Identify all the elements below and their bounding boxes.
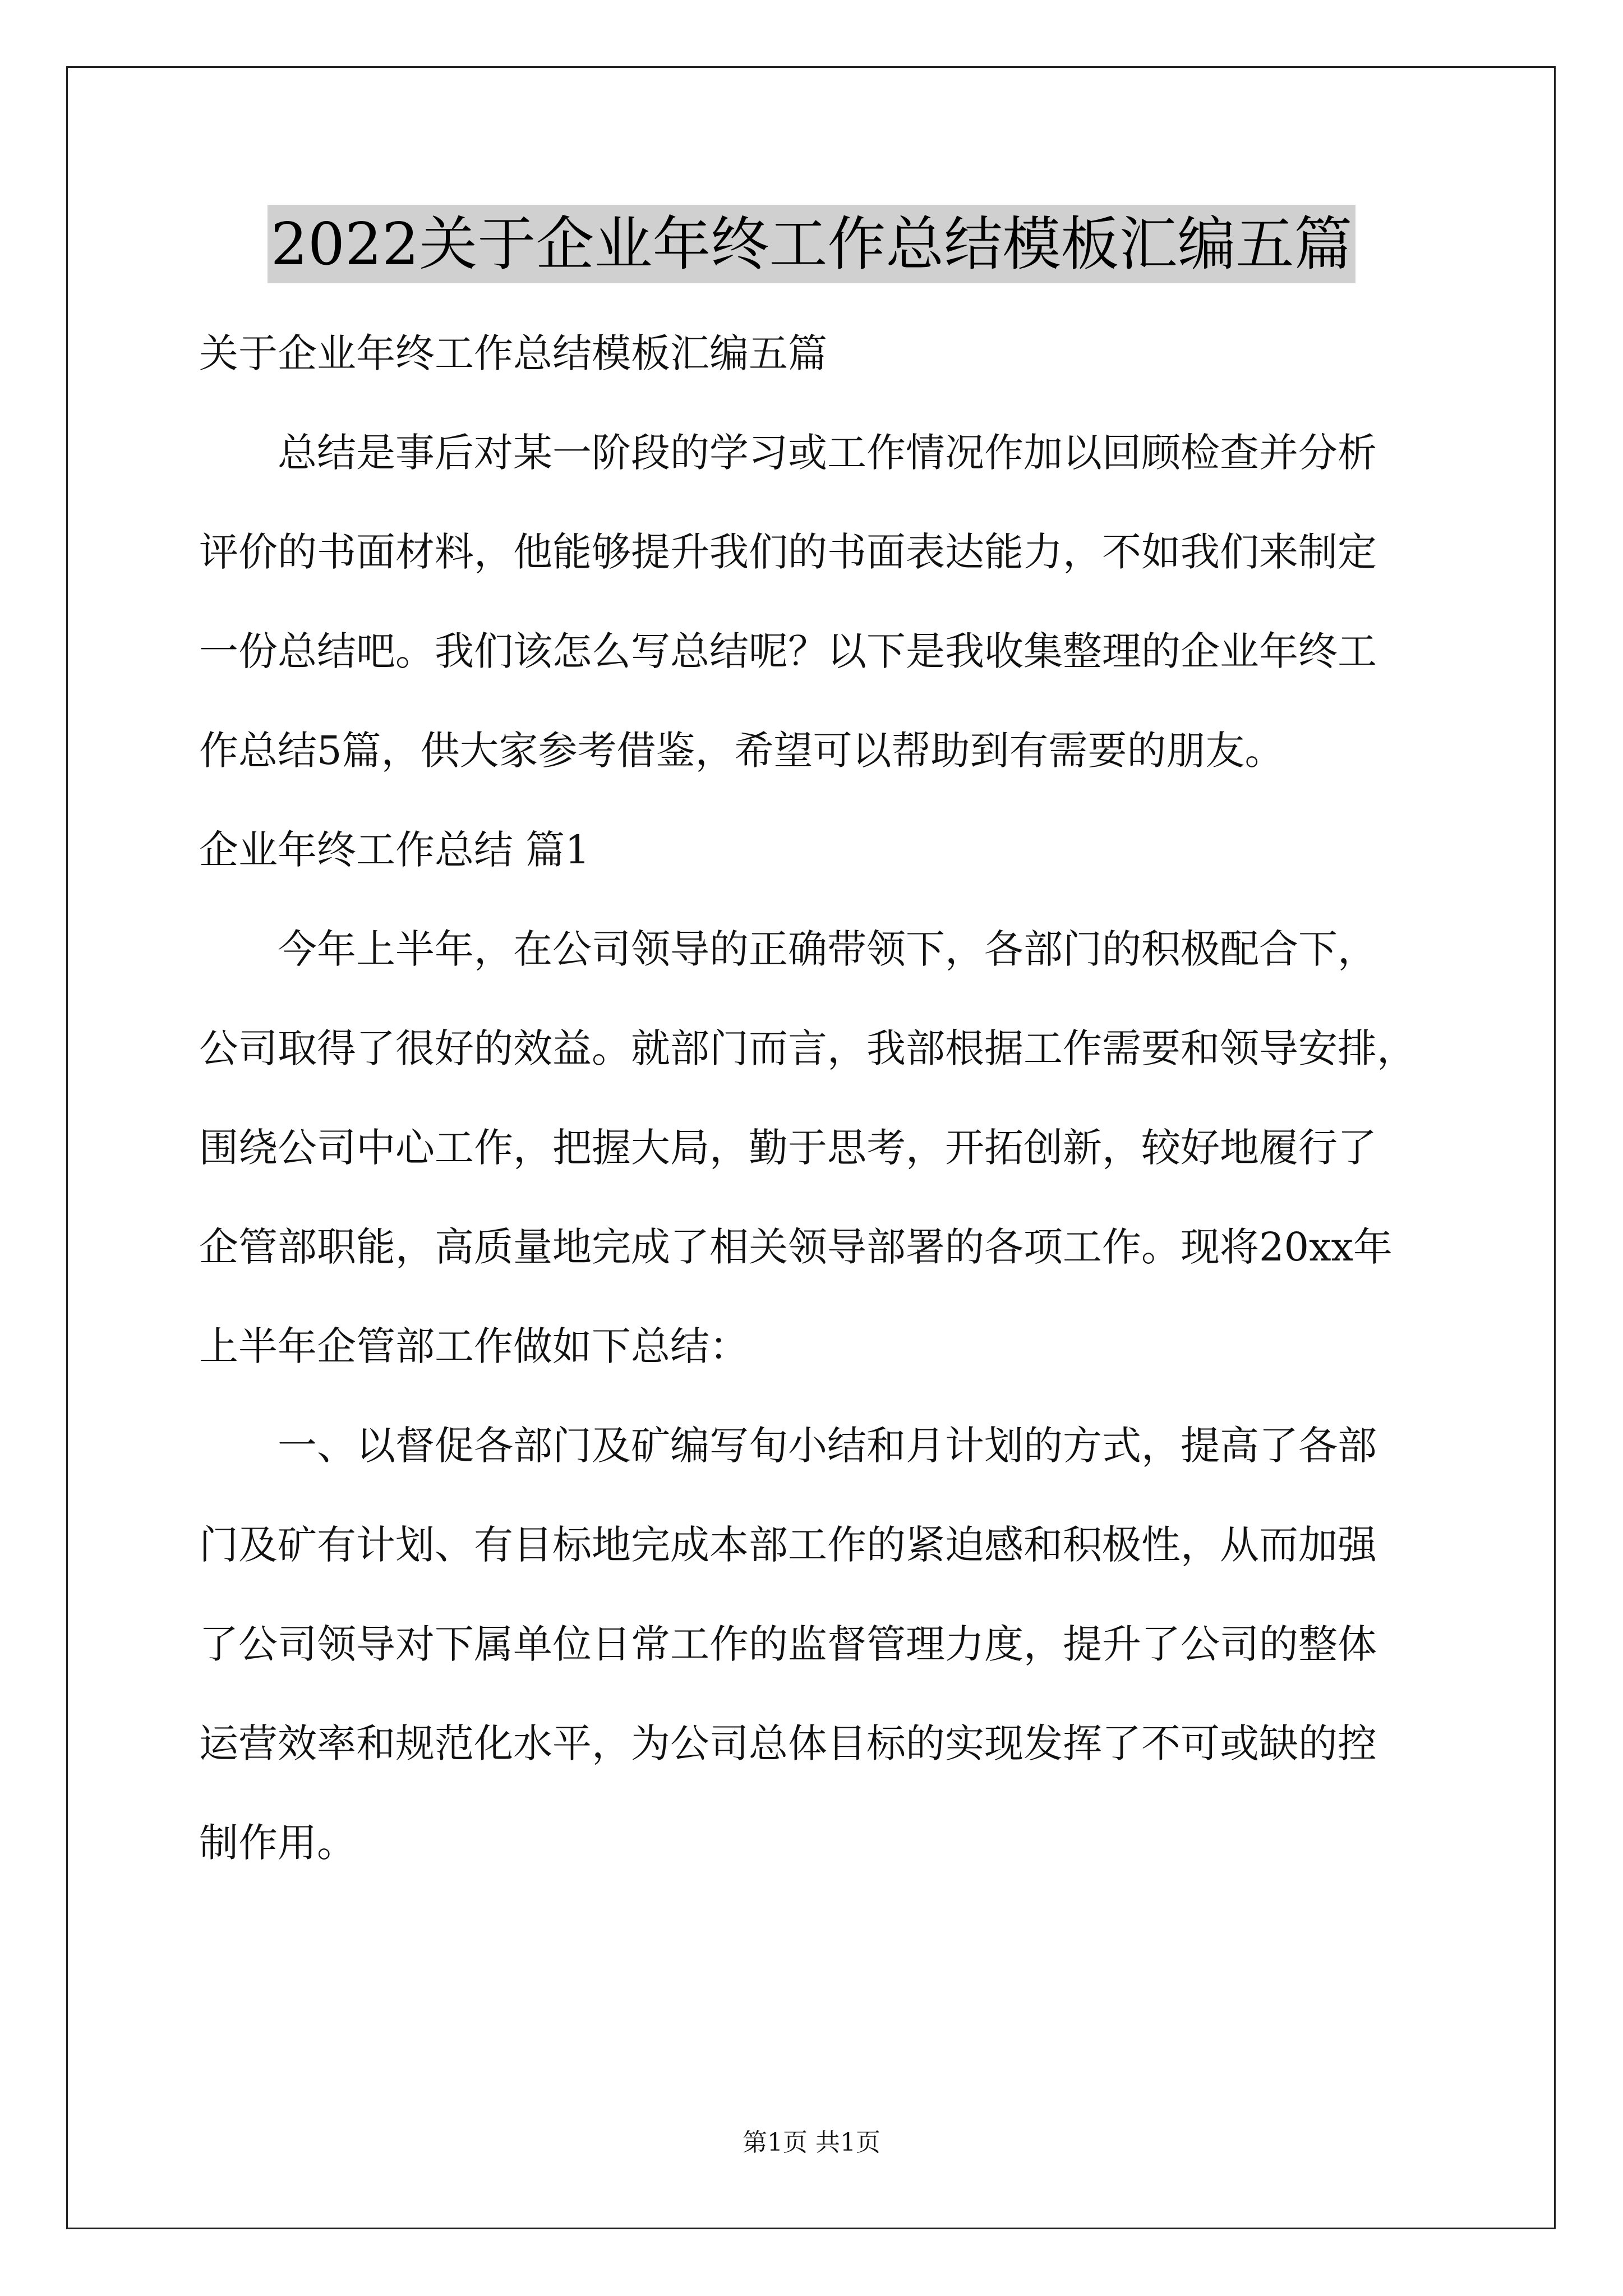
page-footer: 第1页 共1页 [743,2128,880,2157]
body-line: 制作用。 [199,1820,356,1866]
body-line: 总结是事后对某一阶段的学习或工作情况作加以回顾检查并分析 [278,430,1377,476]
document-body [199,311,1433,1900]
body-line: 作总结5篇，供大家参考借鉴，希望可以帮助到有需要的朋友。 [199,728,1284,774]
body-line: 今年上半年，在公司领导的正确带领下，各部门的积极配合下， [278,926,1377,972]
body-line: 一、以督促各部门及矿编写旬小结和月计划的方式，提高了各部 [278,1423,1377,1469]
document-title: 2022关于企业年终工作总结模板汇编五篇 [268,205,1356,283]
body-line: 评价的书面材料，他能够提升我们的书面表达能力，不如我们来制定 [199,529,1377,575]
body-line: 公司取得了很好的效益。就部门而言，我部根据工作需要和领导安排， [199,1025,1416,1071]
body-line: 一份总结吧。我们该怎么写总结呢？以下是我收集整理的企业年终工 [199,628,1377,674]
body-line: 运营效率和规范化水平，为公司总体目标的实现发挥了不可或缺的控 [199,1720,1377,1766]
title-container [0,205,1623,283]
body-line: 企管部职能，高质量地完成了相关领导部署的各项工作。现将20xx年 [199,1224,1393,1270]
body-line: 了公司领导对下属单位日常工作的监督管理力度，提升了公司的整体 [199,1621,1377,1667]
body-line: 上半年企管部工作做如下总结： [199,1323,749,1369]
body-line: 围绕公司中心工作，把握大局，勤于思考，开拓创新，较好地履行了 [199,1125,1377,1171]
body-line: 门及矿有计划、有目标地完成本部工作的紧迫感和积极性，从而加强 [199,1522,1377,1568]
body-line: 关于企业年终工作总结模板汇编五篇 [199,330,827,376]
body-line: 企业年终工作总结 篇1 [199,827,590,873]
